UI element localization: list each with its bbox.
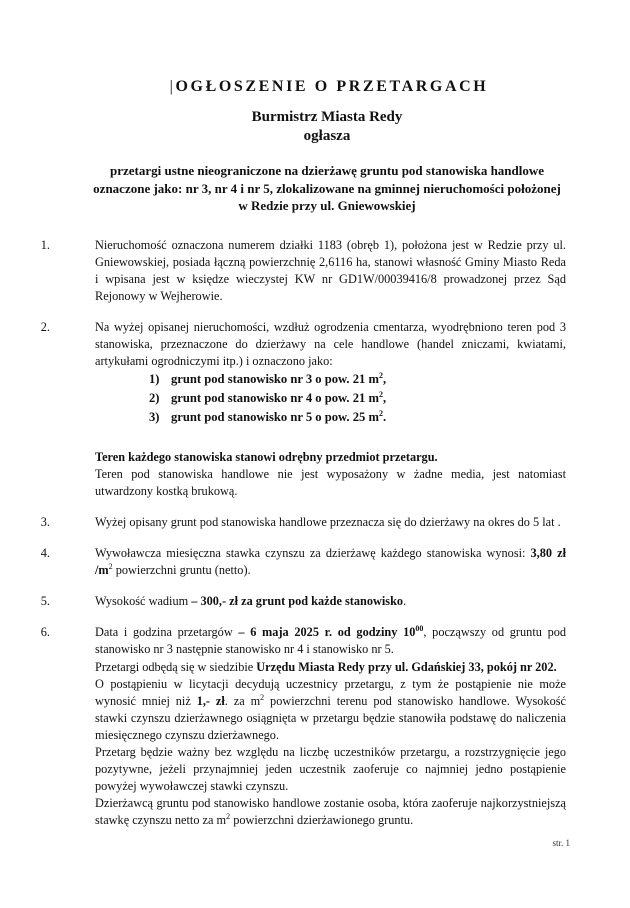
page-number: str. 1 xyxy=(552,838,570,848)
issuer-heading xyxy=(88,108,566,146)
auction-date: – 6 maja 2025 r. od godziny 10 xyxy=(238,624,416,639)
list-item-2: 2. Na wyżej opisanej nieruchomości, wzdłuż ogrodzenia cmentarza, wyodrębniono teren pod 3 stanowiska, przeznaczone do dzierżawy na cele handlowe (handel zniczami, kwiatami, artykułami ogrodniczymi itp.) i oznaczono jako: 1) grunt pod stanowisko nr 3 o pow. 21 $m^2$, 2) grunt pod stanowisko nr 4 o pow. 21 $m^2$, 3) grunt pod stanowisko nr 5 o pow. 25 $m^2$. Teren każdego stanowiska stanowi odrębny przedmiot przetargu. Teren pod stanowiska handlowe nie jest wyposażony w żadne media, jest natomiast utwardzony kostką brukową. xyxy=(40,319,566,498)
numbered-list xyxy=(40,237,567,829)
issuer-verb: ogłasza xyxy=(303,128,351,144)
plot-item: 3) grunt pod stanowisko nr 5 o pow. 25 $m^2$. xyxy=(149,408,387,424)
auction-location: Przetargi odbędą się w siedzibie Urzędu Miasta Redy przy ul. Gdańskiej 33, pokój nr 202. xyxy=(95,659,557,674)
list-item-4: 4. Wywoławcza miesięczna stawka czynszu za dzierżawę każdego stanowiska wynosi: 3,80 zł $/m^2$ powierzchni gruntu (netto). xyxy=(40,545,566,577)
issuer-name: Burmistrz Miasta Redy xyxy=(251,109,403,125)
winner-paragraph: Dzierżawcą gruntu pod stanowisko handlowe zostanie osoba, która zaoferuje najkorzystniejszą stawkę czynszu netto za $m^2$ powierzchni dzierżawionego gruntu. xyxy=(95,795,566,827)
list-item-1: 1. Nieruchomość oznaczona numerem działki 1183 (obręb 1), położona jest w Redzie przy ul. Gniewowskiej, posiada łączną powierzchnię 2,6116 ha, stanowi własność Gminy Miasto Reda i wpisana jest w księdze wieczystej KW nr GD1W/00039416/8 prowadzonej przez Sąd Rejonowy w Wejherowie. xyxy=(40,237,566,303)
list-item-3: 3. Wyżej opisany grunt pod stanowiska handlowe przeznacza się do dzierżawy na okres do 5 lat . xyxy=(40,514,561,529)
terrain-note: Teren pod stanowiska handlowe nie jest wyposażony w żadne media, jest natomiast utwardzony kostką brukową. xyxy=(95,466,566,498)
tender-subject: przetargi ustne nieograniczone na dzierżawę gruntu pod stanowiska handlowe oznaczone jako: nr 3, nr 4 i nr 5, zlokalizowane na gminnej nieruchomości położonej w Redzie przy ul. Gniewowskiej xyxy=(93,163,561,213)
separate-subject-note: Teren każdego stanowiska stanowi odrębny przedmiot przetargu. xyxy=(95,449,438,464)
plot-list xyxy=(149,370,566,427)
plot-item: 1) grunt pod stanowisko nr 3 o pow. 21 $m^2$, xyxy=(149,370,387,386)
bid-increment-paragraph: O postąpieniu w licytacji decydują uczestnicy przetargu, z tym że postąpienie nie może wynosić mniej niż 1,- zł. za $m^2$ powierzchni terenu pod stanowisko handlowe. Wysokość stawki czynszu dzierżawnego osiągnięta w przetargu będzie stanowiła podstawę do naliczenia miesięcznego czynszu dzierżawnego. xyxy=(95,676,566,742)
text-cursor-icon: | xyxy=(169,78,176,95)
document-title: |OGŁOSZENIE O PRZETARGACH xyxy=(169,78,489,95)
plot-item: 2) grunt pod stanowisko nr 4 o pow. 21 $m^2$, xyxy=(149,389,387,405)
list-item-6: 6. Data i godzina przetargów – 6 maja 2025 r. od godziny $10^{00}$, począwszy od gruntu pod stanowisko nr 3 następnie stanowisko nr 4 i stanowisko nr 5. Przetargi odbędą się w siedzibie Urzędu Miasta Redy przy ul. Gdańskiej 33, pokój nr 202. O postąpieniu w licytacji decydują uczestnicy przetargu, z tym że postąpienie nie może wynosić mniej niż 1,- zł. za $m^2$ powierzchni terenu pod stanowisko handlowe. Wysokość stawki czynszu dzierżawnego osiągnięta w przetargu będzie stanowiła podstawę do naliczenia miesięcznego czynszu dzierżawnego. Przetarg będzie ważny bez względu na liczbę uczestników przetargu, a rozstrzygnięcie jego pozytywne, jeżeli przynajmniej jeden uczestnik zaoferuje co najmniej jedno postąpienie powyżej wywoławczej stawki czynszu. Dzierżawcą gruntu pod stanowisko handlowe zostanie osoba, która zaoferuje najkorzystniejszą stawkę czynszu netto za $m^2$ powierzchni dzierżawionego gruntu. xyxy=(40,623,567,827)
list-item-5: 5. Wysokość wadium – 300,- zł za grunt pod każde stanowisko. xyxy=(40,593,407,608)
rent-amount: 3,80 zł /m xyxy=(95,545,566,577)
deposit-amount: – 300,- zł za grunt pod każde stanowisko xyxy=(191,593,404,608)
validity-paragraph: Przetarg będzie ważny bez względu na liczbę uczestników przetargu, a rozstrzygnięcie jego pozytywne, jeżeli przynajmniej jeden uczestnik zaoferuje co najmniej jedno postąpienie powyżej wywoławczej stawki czynszu. xyxy=(95,744,566,793)
